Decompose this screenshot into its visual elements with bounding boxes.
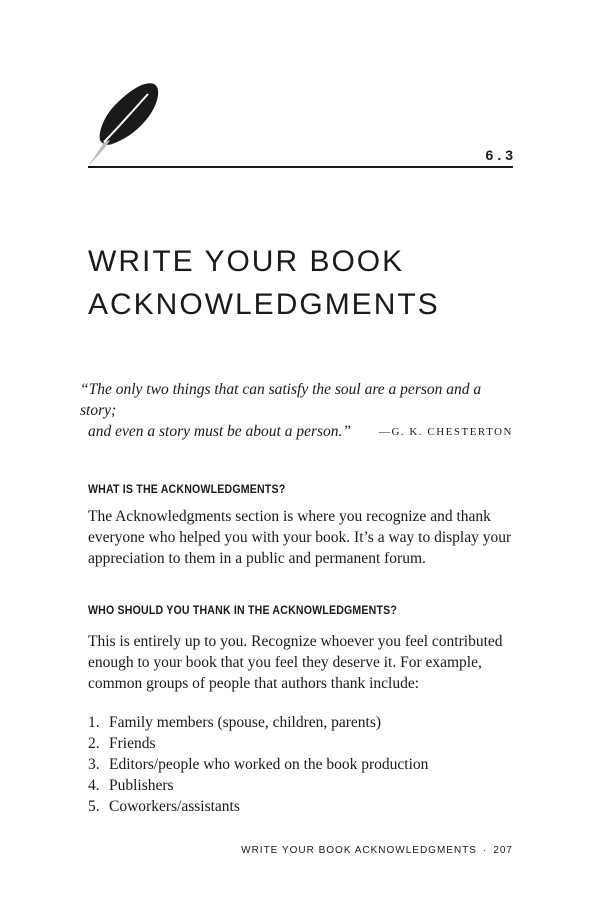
list-item [88, 796, 428, 817]
paragraph-line: enough to your book that you feel they deserve it. For example, [88, 654, 482, 671]
list-text: Publishers [109, 777, 174, 794]
list-number: 1. [88, 714, 100, 731]
list-text: Friends [109, 735, 156, 752]
section-heading: WHAT IS THE ACKNOWLEDGMENTS? [88, 484, 286, 496]
title-line: WRITE YOUR BOOK [88, 245, 405, 278]
list-item [88, 733, 428, 754]
paragraph-line: This is entirely up to you. Recognize whoever you feel contributed [88, 633, 503, 650]
section-paragraph [88, 631, 520, 694]
list-text: Coworkers/assistants [109, 798, 240, 815]
list-number: 4. [88, 777, 100, 794]
list-number: 5. [88, 798, 100, 815]
title-line: ACKNOWLEDGMENTS [88, 288, 440, 321]
section-number: 6.3 [485, 147, 517, 163]
feather-quill-icon [82, 78, 166, 170]
list-item [88, 712, 428, 733]
thank-you-list [88, 712, 428, 817]
running-title: WRITE YOUR BOOK ACKNOWLEDGMENTS [241, 845, 477, 856]
quote-attribution: —G. K. CHESTERTON [378, 426, 513, 438]
page-footer [241, 845, 513, 856]
paragraph-line: The Acknowledgments section is where you recognize and thank [88, 508, 491, 525]
paragraph-line: everyone who helped you with your book. It’s a way to display your [88, 529, 512, 546]
list-number: 3. [88, 756, 100, 773]
paragraph-line: appreciation to them in a public and permanent forum. [88, 550, 426, 567]
page-number: 207 [493, 845, 513, 856]
header-rule [88, 166, 513, 168]
list-text: Editors/people who worked on the book production [109, 756, 429, 773]
quote-line: and even a story must be about a person.” [88, 423, 352, 440]
section-heading: WHO SHOULD YOU THANK IN THE ACKNOWLEDGMENTS? [88, 605, 398, 617]
footer-separator: · [482, 845, 488, 856]
list-text: Family members (spouse, children, parents) [109, 714, 382, 731]
list-item [88, 754, 428, 775]
paragraph-line: common groups of people that authors thank include: [88, 675, 420, 692]
list-number: 2. [88, 735, 100, 752]
list-item [88, 775, 428, 796]
quote-line: “The only two things that can satisfy the soul are a person and a story; [80, 381, 482, 419]
page-title [88, 240, 528, 326]
section-paragraph [88, 506, 520, 569]
